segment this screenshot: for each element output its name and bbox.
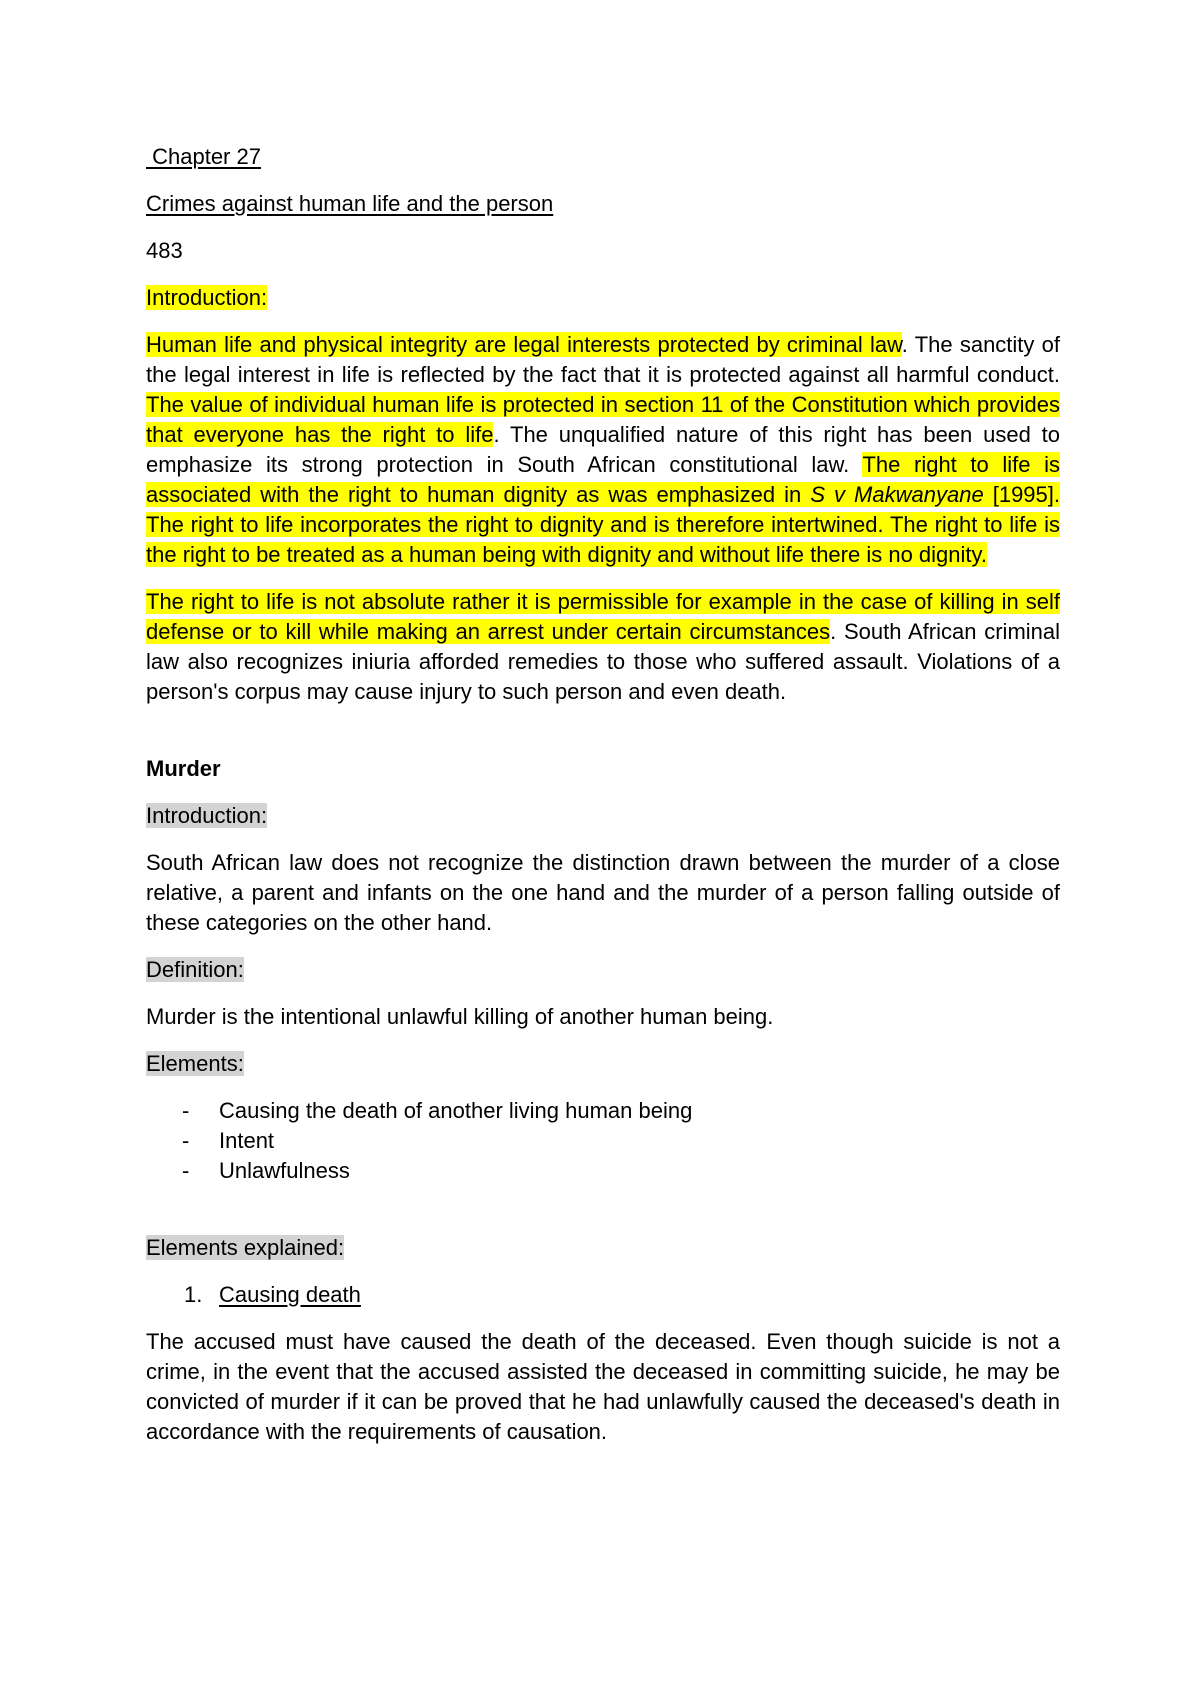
list-item	[146, 1126, 1060, 1156]
explained-list	[146, 1280, 1060, 1310]
case-citation: S v Makwanyane	[810, 482, 984, 507]
intro-p1-text-2: . The unqualified nature of this right has been used to emphasize its strong protection in South African constitutional law.	[146, 422, 1060, 477]
chapter-heading	[146, 142, 1060, 172]
intro-heading-line	[146, 283, 1060, 313]
element-text: Intent	[219, 1128, 275, 1153]
intro-paragraph-2	[146, 587, 1060, 707]
intro-p1-highlight-1: Human life and physical integrity are legal interests protected by criminal law	[146, 332, 902, 357]
causing-death-text: The accused must have caused the death of the deceased. Even though suicide is not a crime, in the event that the accused assisted the deceased in committing suicide, he may be convicted of murder if it can be proved that he had unlawfully caused the deceased's death in accordance with the requirements of causation.	[146, 1329, 1060, 1444]
intro-paragraph-1	[146, 330, 1060, 570]
element-text: Causing the death of another living human being	[219, 1098, 693, 1123]
spacer	[146, 1203, 1060, 1233]
document-page	[146, 142, 1060, 1464]
murder-intro-text: South African law does not recognize the distinction drawn between the murder of a close relative, a parent and infants on the one hand and the murder of a person falling outside of these categories on the other hand.	[146, 850, 1060, 935]
definition-text: Murder is the intentional unlawful killing of another human being.	[146, 1004, 774, 1029]
murder-intro-heading: Introduction:	[146, 803, 268, 828]
element-text: Unlawfulness	[219, 1158, 350, 1183]
elements-heading-line	[146, 1049, 1060, 1079]
definition-heading: Definition:	[146, 957, 244, 982]
list-item	[146, 1280, 1060, 1310]
list-number: 1.	[184, 1282, 203, 1307]
spacer	[146, 724, 1060, 754]
explained-heading-line	[146, 1233, 1060, 1263]
elements-list	[146, 1096, 1060, 1186]
murder-intro-heading-line	[146, 801, 1060, 831]
intro-p2-text: . South African criminal law also recognizes iniuria afforded remedies to those who suffered assault. Violations of a person's corpus may cause injury to such person and even death.	[146, 619, 1061, 704]
dash-bullet: -	[182, 1098, 190, 1123]
intro-heading: Introduction:	[146, 285, 268, 310]
intro-p1-highlight-3b: [1995]. The right to life incorporates the right to dignity and is therefore intertwined. The right to life is the right to be treated as a human being with dignity and without life there is no dignity.	[146, 482, 1060, 567]
explained-heading: Elements explained:	[146, 1235, 345, 1260]
chapter-title: Chapter 27	[146, 144, 261, 169]
dash-bullet: -	[182, 1158, 190, 1183]
murder-title: Murder	[146, 756, 221, 781]
elements-heading: Elements:	[146, 1051, 244, 1076]
page-number: 483	[146, 238, 183, 263]
list-item	[146, 1096, 1060, 1126]
intro-p1-highlight-3a: The right to life is associated with the right to human dignity as was emphasized in	[146, 452, 1060, 507]
chapter-subtitle-line	[146, 189, 1060, 219]
intro-p1-text-1: . The sanctity of the legal interest in life is reflected by the fact that it is protected against all harmful conduct.	[146, 332, 1060, 387]
list-item	[146, 1156, 1060, 1186]
intro-p1-highlight-2: The value of individual human life is protected in section 11 of the Constitution which provides that everyone has the right to life	[146, 392, 1060, 447]
chapter-subtitle: Crimes against human life and the person	[146, 191, 554, 216]
definition-heading-line	[146, 955, 1060, 985]
intro-p2-highlight: The right to life is not absolute rather it is permissible for example in the case of killing in self defense or to kill while making an arrest under certain circumstances	[146, 589, 1060, 644]
dash-bullet: -	[182, 1128, 190, 1153]
explained-item-label: Causing death	[219, 1282, 361, 1307]
